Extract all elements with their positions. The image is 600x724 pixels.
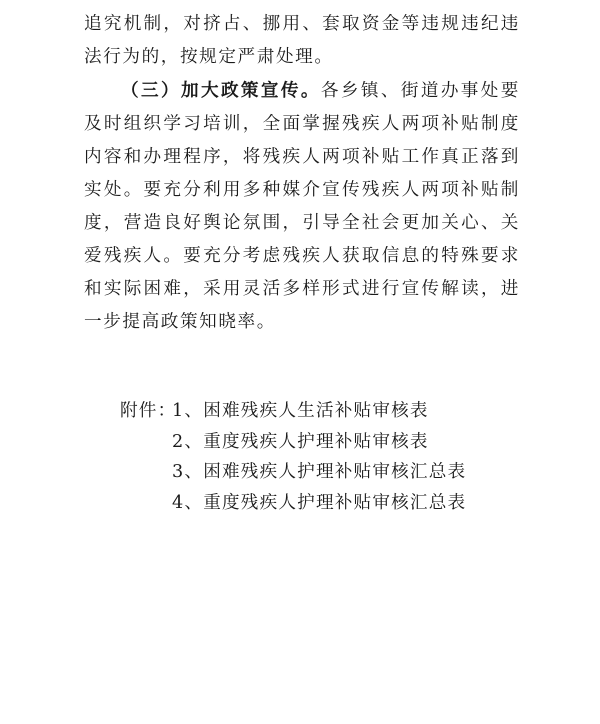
attachment-item-1 <box>120 396 466 427</box>
attachment-item-2 <box>120 427 466 458</box>
section-heading-policy-publicity: （三）加大政策宣传。 <box>121 80 321 101</box>
attachment-item-3 <box>120 457 466 488</box>
paragraph-accountability <box>84 8 520 74</box>
attachment-item-label: 1、困难残疾人生活补贴审核表 <box>172 401 429 421</box>
paragraph-policy-publicity-text: 各乡镇、街道办事处要及时组织学习培训，全面掌握残疾人两项补贴制度内容和办理程序，将残疾人两项补贴工作真正落到实处。要充分利用多种媒介宣传残疾人两项补贴制度，营造良好舆论氛围，引导全社会更加关心、关爱残疾人。要充分考虑残疾人获取信息的特殊要求和实际困难，采用灵活多样形式进行宣传解读，进一步提高政策知晓率。 <box>84 81 520 332</box>
document-body <box>84 8 520 339</box>
attachments-prefix: 附件： <box>120 401 177 421</box>
paragraph-policy-publicity <box>84 74 520 339</box>
attachment-item-label: 3、困难残疾人护理补贴审核汇总表 <box>172 462 467 482</box>
attachment-item-label: 2、重度残疾人护理补贴审核表 <box>172 431 429 452</box>
attachment-item-4 <box>120 488 466 519</box>
attachment-item-label: 4、重度残疾人护理补贴审核汇总表 <box>172 492 467 513</box>
paragraph-accountability-text: 追究机制，对挤占、挪用、套取资金等违规违纪违法行为的，按规定严肃处理。 <box>84 14 520 67</box>
attachments-list <box>120 396 466 518</box>
